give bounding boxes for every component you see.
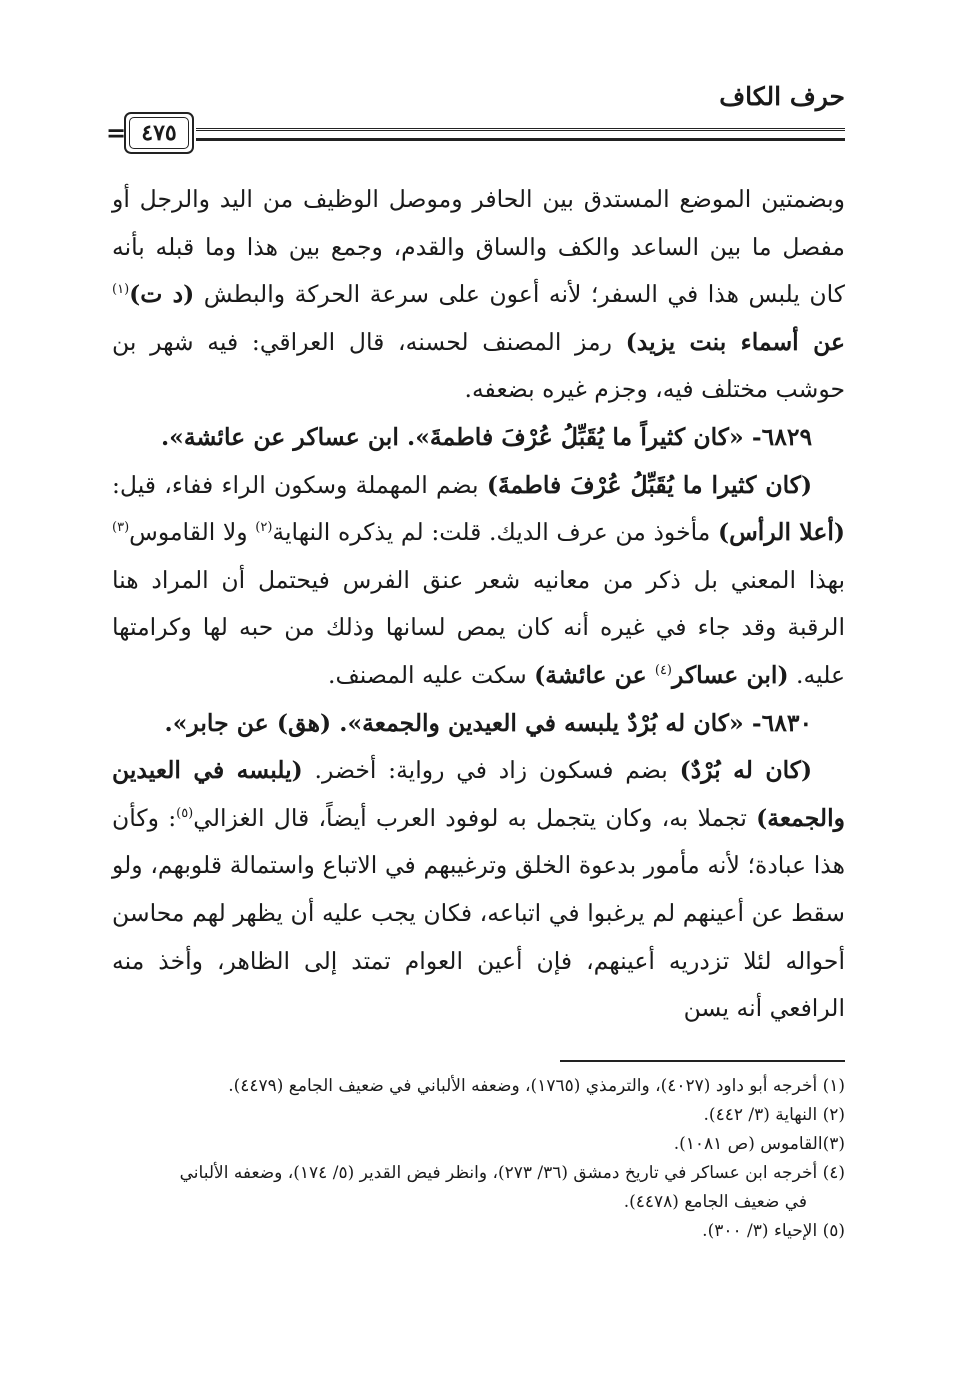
footnotes	[112, 1072, 845, 1246]
footnote-ref-2[interactable]: (٢)	[255, 520, 273, 536]
header-ornament: =	[106, 118, 127, 147]
page-number-box	[124, 112, 194, 154]
page-number: ٤٧٥	[141, 120, 177, 146]
footnote-ref-5[interactable]: (٥)	[176, 805, 194, 821]
chapter-title: حرف الكاف	[719, 82, 845, 111]
footnote-separator	[560, 1060, 845, 1062]
footnote-3: (٣)القاموس (ص ١٠٨١).	[673, 1134, 845, 1154]
footnote-1: (١) أخرجه أبو داود (٤٠٢٧)، والترمذي (١٧٦٥)، وضعفه الألباني في ضعيف الجامع (٤٤٧٩).	[228, 1076, 845, 1096]
footnote-ref-1[interactable]: (١)	[112, 282, 130, 298]
footnote-2: (٢) النهاية (٣/ ٤٤٢).	[703, 1105, 845, 1125]
hadith-heading-6830: ٦٨٣٠- «كان له بُرْدٌ يلبسه في العيدين والجمعة». (هق) عن جابر».	[164, 708, 813, 737]
paragraph-1: وبضمتين الموضع المستدق بين الحافر وموصل الوظيف من اليد والرجل أو مفصل ما بين الساعد والكف والساق والقدم، وجمع بين هذا وما قبله بأنه كان يلبس هذا في السفر؛ لأنه أعون على سرعة الحركة والبطش (د ت)$^{(١)}$ عن أسماء بنت يزيد) رمز المصنف لحسنه، قال العراقي: فيه شهر بن حوشب مختلف فيه، وجزم غيره بضعفه.	[112, 185, 846, 404]
paragraph-2: (كان كثيرا ما يُقَبِّلُ عُرْفَ فاطمةَ) بضم المهملة وسكون الراء ففاء، قيل: (أعلا الرأس) مأخوذ من عرف الديك. قلت: لم يذكره النهاية$^{(٢)}$ ولا القاموس$^{(٣)}$ بهذا المعني بل ذكر من معانيه شعر عنق الفرس فيحتمل أن المراد هنا الرقبة وقد جاء في غيره أنه كان يمص لسانها وذلك من حبه لها وكرامتها عليه. (ابن عساكر$^{(٤)}$ عن عائشة) سكت عليه المصنف.	[112, 470, 845, 689]
footnote-4-continued: في ضعيف الجامع (٤٤٧٨).	[623, 1192, 807, 1212]
footnote-ref-4[interactable]: (٤)	[654, 663, 672, 679]
footnote-4: (٤) أخرجه ابن عساكر في تاريخ دمشق (٣٦/ ٢٧٣)، وانظر فيض القدير (٥/ ١٧٤)، وضعفه الألباني	[179, 1163, 845, 1183]
main-text	[112, 176, 845, 1033]
footnote-5: (٥) الإحياء (٣/ ٣٠٠).	[702, 1221, 845, 1241]
paragraph-3: (كان له بُرْدٌ) بضم فسكون زاد في رواية: أخضر. (يلبسه في العيدين والجمعة) تجملا به، وكان يتجمل به لوفود العرب أيضاً، قال الغزالي$^{(٥)}$: وكأن هذا عبادة؛ لأنه مأمور بدعوة الخلق وترغيبهم في الاتباع واستمالة قلوبهم، ولو سقط عن أعينهم لم يرغبوا في اتباعه، فكان يجب عليه أن يظهر لهم محاسن أحواله لئلا تزدريه أعينهم، فإن أعين العوام تمتد إلى الظاهر، وأخذ منه الرافعي أنه يسن	[112, 756, 845, 1023]
footnote-ref-3[interactable]: (٣)	[112, 520, 130, 536]
header-rule	[196, 128, 845, 141]
hadith-heading-6829: ٦٨٢٩- «كان كثيراً ما يُقَبِّلُ عُرْفَ فاطمةَ». ابن عساكر عن عائشة».	[160, 422, 813, 451]
